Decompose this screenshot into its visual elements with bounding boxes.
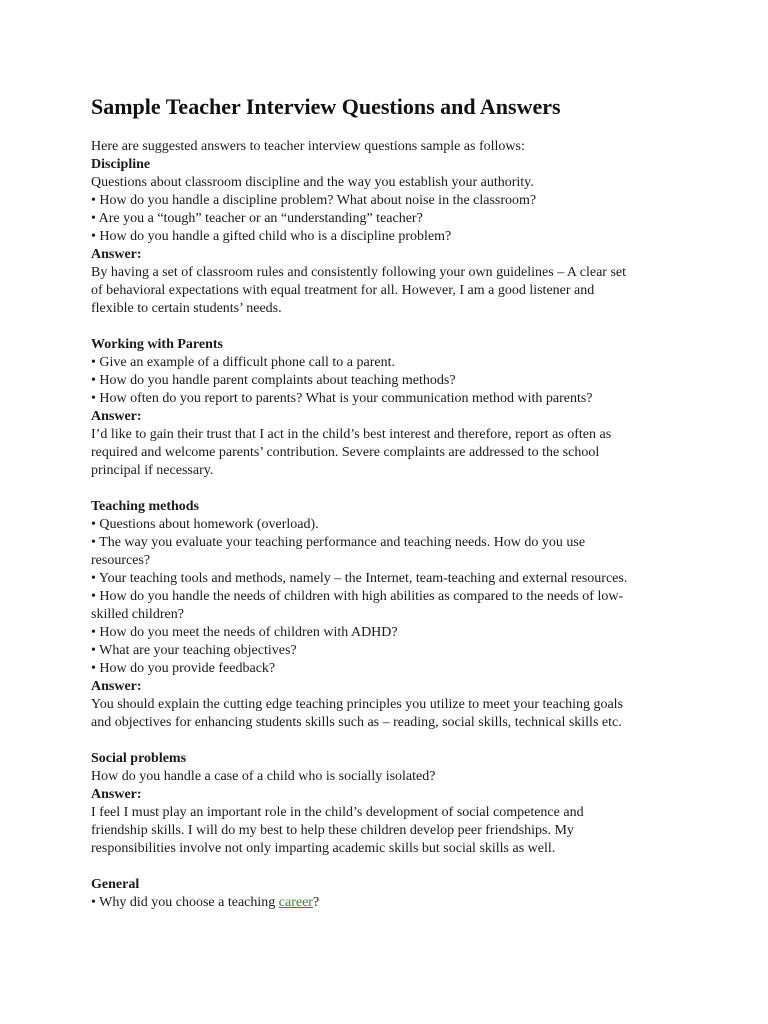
- section-heading-parents: Working with Parents: [91, 337, 223, 352]
- section-heading-discipline: Discipline: [91, 157, 151, 172]
- answer-label: Answer:: [91, 247, 142, 262]
- answer-line: principal if necessary.: [91, 463, 214, 478]
- section-spacer: [91, 732, 691, 750]
- section-line: • How often do you report to parents? What is your communication method with parents?: [91, 391, 593, 406]
- answer-line: friendship skills. I will do my best to help these children develop peer friendships. My: [91, 823, 574, 838]
- section-line: Questions about classroom discipline and the way you establish your authority.: [91, 175, 534, 190]
- section-heading-general: General: [91, 877, 140, 892]
- answer-line: and objectives for enhancing students skills such as – reading, social skills, technical skills etc.: [91, 715, 622, 730]
- section-line: • How do you meet the needs of children with ADHD?: [91, 625, 398, 640]
- section-line: • Are you a “tough” teacher or an “understanding” teacher?: [91, 211, 423, 226]
- answer-label: Answer:: [91, 679, 142, 694]
- answer-line: I’d like to gain their trust that I act in the child’s best interest and therefore, report as often as: [91, 427, 612, 442]
- section-spacer: [91, 318, 691, 336]
- career-link[interactable]: career: [278, 895, 313, 910]
- section-line: skilled children?: [91, 607, 184, 622]
- answer-line: flexible to certain students’ needs.: [91, 301, 282, 316]
- section-line: • How do you provide feedback?: [91, 661, 276, 676]
- section-line: • Give an example of a difficult phone call to a parent.: [91, 355, 395, 370]
- answer-line: I feel I must play an important role in the child’s development of social competence and: [91, 805, 584, 820]
- answer-line: responsibilities involve not only imparting academic skills but social skills as well.: [91, 841, 556, 856]
- line-prefix: • Why did you choose a teaching: [91, 895, 279, 910]
- intro-text: Here are suggested answers to teacher interview questions sample as follows:: [91, 139, 525, 154]
- section-heading-teaching-methods: Teaching methods: [91, 499, 200, 514]
- document-title: Sample Teacher Interview Questions and Answers: [91, 94, 561, 119]
- section-spacer: [91, 480, 691, 498]
- section-line: • The way you evaluate your teaching performance and teaching needs. How do you use: [91, 535, 586, 550]
- answer-line: required and welcome parents’ contribution. Severe complaints are addressed to the school: [91, 445, 600, 460]
- document-content: [91, 93, 691, 912]
- section-line: [91, 894, 691, 912]
- section-line: • Questions about homework (overload).: [91, 517, 319, 532]
- answer-line: You should explain the cutting edge teaching principles you utilize to meet your teaching goals: [91, 697, 624, 712]
- section-line: resources?: [91, 553, 151, 568]
- section-line: • How do you handle a gifted child who is a discipline problem?: [91, 229, 452, 244]
- answer-line: of behavioral expectations with equal treatment for all. However, I am a good listener and: [91, 283, 595, 298]
- line-suffix: ?: [312, 895, 320, 910]
- answer-line: By having a set of classroom rules and consistently following your own guidelines – A clear set: [91, 265, 627, 280]
- answer-label: Answer:: [91, 787, 142, 802]
- section-line: • How do you handle parent complaints about teaching methods?: [91, 373, 456, 388]
- section-line: • Your teaching tools and methods, namely – the Internet, team-teaching and external resources.: [91, 571, 628, 586]
- section-line: How do you handle a case of a child who is socially isolated?: [91, 769, 436, 784]
- section-spacer: [91, 858, 691, 876]
- section-line: • How do you handle the needs of children with high abilities as compared to the needs of low-: [91, 589, 624, 604]
- answer-label: Answer:: [91, 409, 142, 424]
- section-line: • How do you handle a discipline problem? What about noise in the classroom?: [91, 193, 537, 208]
- section-line: • What are your teaching objectives?: [91, 643, 297, 658]
- section-heading-social-problems: Social problems: [91, 751, 187, 766]
